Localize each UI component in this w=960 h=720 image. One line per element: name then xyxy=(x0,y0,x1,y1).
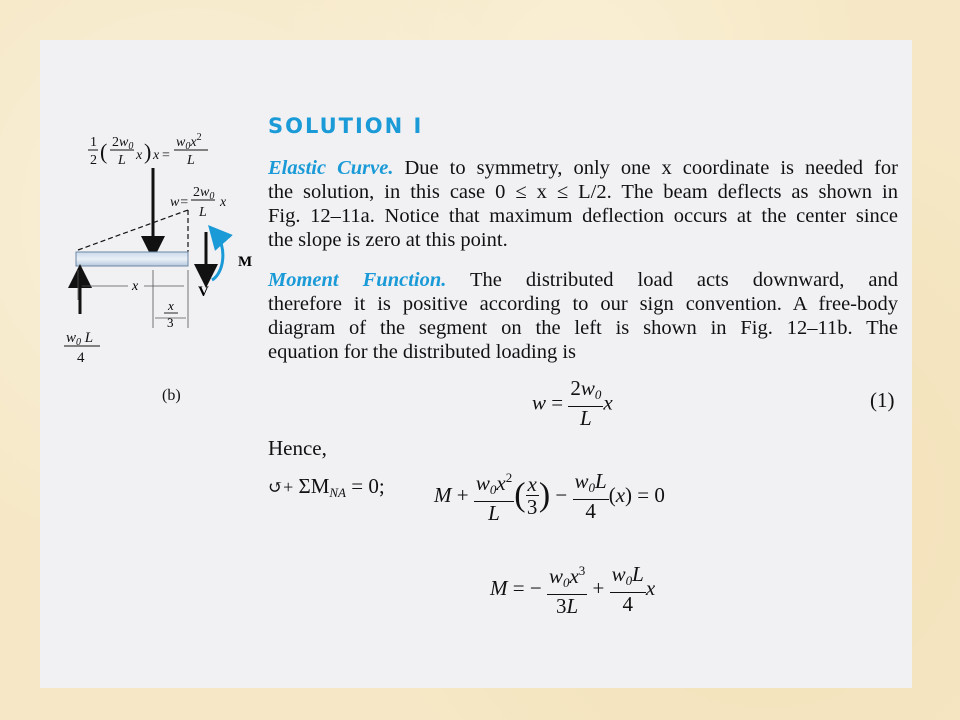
svg-text:2w0: $2w_0$ xyxy=(112,135,134,152)
free-body-diagram xyxy=(60,130,260,410)
svg-text:2: 2 xyxy=(90,153,97,168)
solution-heading: SOLUTION I xyxy=(268,114,424,138)
svg-text:(: ( xyxy=(100,139,108,164)
equation-1: w = $\frac{2w_0}{L}$ x xyxy=(532,376,613,430)
equilibrium-equation: M + $\frac{w_0x^2}{L}$ ( $\frac{x}{3}$ ) − $\frac{w_0L}{4}$ (x) = 0 xyxy=(434,468,665,525)
svg-text:x: x xyxy=(220,195,227,210)
elastic-curve-lead: Elastic Curve. xyxy=(268,157,394,179)
svg-text:L: L xyxy=(118,153,126,168)
svg-text:M: M xyxy=(238,254,253,270)
svg-text:): ) xyxy=(144,139,152,164)
moment-function-lead: Moment Function. xyxy=(268,269,447,291)
svg-text:3: 3 xyxy=(167,315,174,330)
svg-text:x: x xyxy=(153,148,160,163)
svg-text:x: x xyxy=(132,279,139,294)
svg-text:L: L xyxy=(199,205,207,220)
svg-text:w0x2: $w_0x^2$ xyxy=(176,132,202,152)
elastic-curve-paragraph: Elastic Curve. Due to symmetry, only one x coordinate is needed for the solution, in this case 0 ≤ x ≤ L/2. The beam deflects as shown in Fig. 12–11a. Notice that maximum deflection occurs at the center since the slope is zero at this point. xyxy=(268,157,898,251)
moment-sum-label: ↺+ $\Sigma M_{NA} = 0$; xyxy=(268,474,385,500)
svg-text:x: x xyxy=(168,298,174,313)
moment-function-paragraph: Moment Function. The distributed load acts downward, and therefore it is positive according to our sign convention. A free-body diagram of the segment on the left is shown in Fig. 12–11b. The equation for the distributed loading is xyxy=(268,269,898,363)
equation-number: (1) xyxy=(870,388,895,412)
svg-text:w0 L: $w_0$ L xyxy=(66,330,94,348)
figure-caption: (b) xyxy=(162,387,181,404)
svg-text:w=: w= xyxy=(170,195,189,210)
resultant-formula xyxy=(88,132,208,168)
svg-text:4: 4 xyxy=(77,350,85,366)
svg-text:2w0: $2w_0$ xyxy=(193,185,215,202)
svg-text:x: x xyxy=(136,148,143,163)
svg-text:=: = xyxy=(162,148,170,163)
moment-equation: M = − $\frac{w_0x^3}{3L}$ + $\frac{w_0L}{4}$ x xyxy=(490,561,656,618)
svg-text:1: 1 xyxy=(90,135,97,150)
svg-text:V: V xyxy=(198,284,209,300)
svg-text:L: L xyxy=(187,153,195,168)
hence-text: Hence, xyxy=(268,436,327,460)
